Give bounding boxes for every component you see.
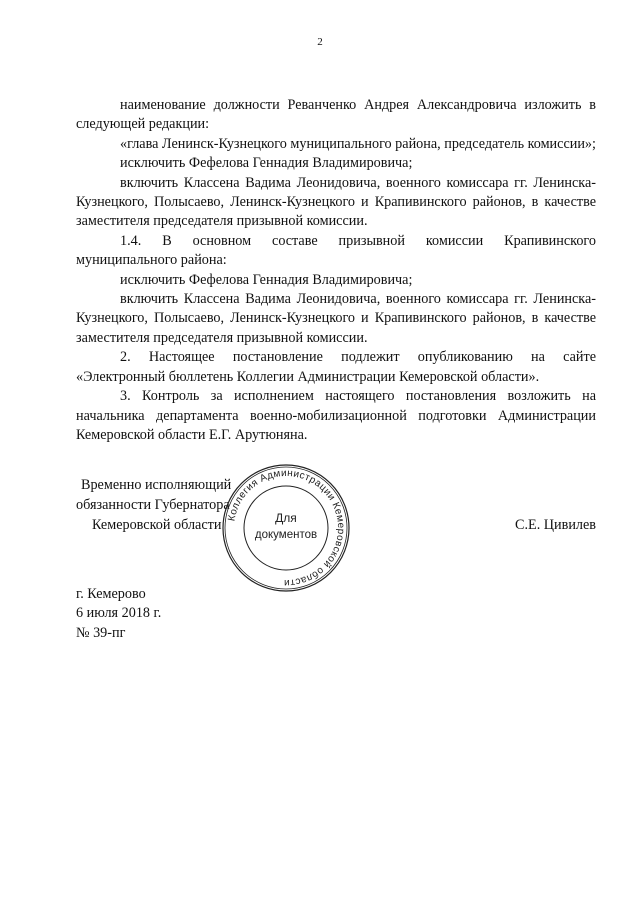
paragraph: 2. Настоящее постановление подлежит опубликованию на сайте «Электронный бюллетень Коллегии Администрации Кемеровской области». — [76, 349, 596, 385]
paragraph: 1.4. В основном составе призывной комиссии Крапивинского муниципального района: — [76, 232, 596, 269]
stamp-ring-text: Коллегия Администрации Кемеровской области — [226, 467, 347, 589]
date: 6 июля 2018 г. — [76, 605, 162, 622]
paragraph: включить Классена Вадима Леонидовича, военного комиссара гг. Ленинска-Кузнецкого, Полысаево, Ленинск-Кузнецкого и Крапивинского районов, в качестве заместителя председателя призывной комиссии. — [76, 291, 596, 346]
paragraph: исключить Фефелова Геннадия Владимировича; — [120, 155, 413, 172]
place: г. Кемерово — [76, 586, 146, 602]
paragraph: 3. Контроль за исполнением настоящего постановления возложить на начальника департамента военно-мобилизационной подготовки Администрации Кемеровской области Е.Г. Арутюняна. — [76, 388, 596, 443]
official-seal-stamp — [220, 462, 352, 594]
signatory-name: С.Е. Цивилев — [515, 517, 596, 533]
document-number: № 39-пг — [76, 624, 126, 641]
page-number: 2 — [317, 36, 323, 48]
stamp-center-line1: Для — [275, 511, 297, 525]
paragraph: включить Классена Вадима Леонидовича, военного комиссара гг. Ленинска-Кузнецкого, Полысаево, Ленинск-Кузнецкого и Крапивинского районов, в качестве заместителя председателя призывной комиссии. — [76, 174, 596, 230]
paragraph: исключить Фефелова Геннадия Владимировича; — [120, 271, 413, 288]
document-body — [76, 96, 596, 445]
paragraph: наименование должности Реванченко Андрея Александровича изложить в следующей редакции: — [76, 97, 596, 133]
document-footer — [76, 585, 161, 643]
paragraph: «глава Ленинск-Кузнецкого муниципального района, председатель комиссии»; — [120, 135, 596, 152]
stamp-center-line2: документов — [254, 529, 318, 541]
signatory-title-line1: Временно исполняющий — [81, 477, 232, 493]
signatory-title-line3: Кемеровской области — [92, 517, 222, 533]
signatory-title-line2: обязанности Губернатора — [76, 497, 230, 513]
